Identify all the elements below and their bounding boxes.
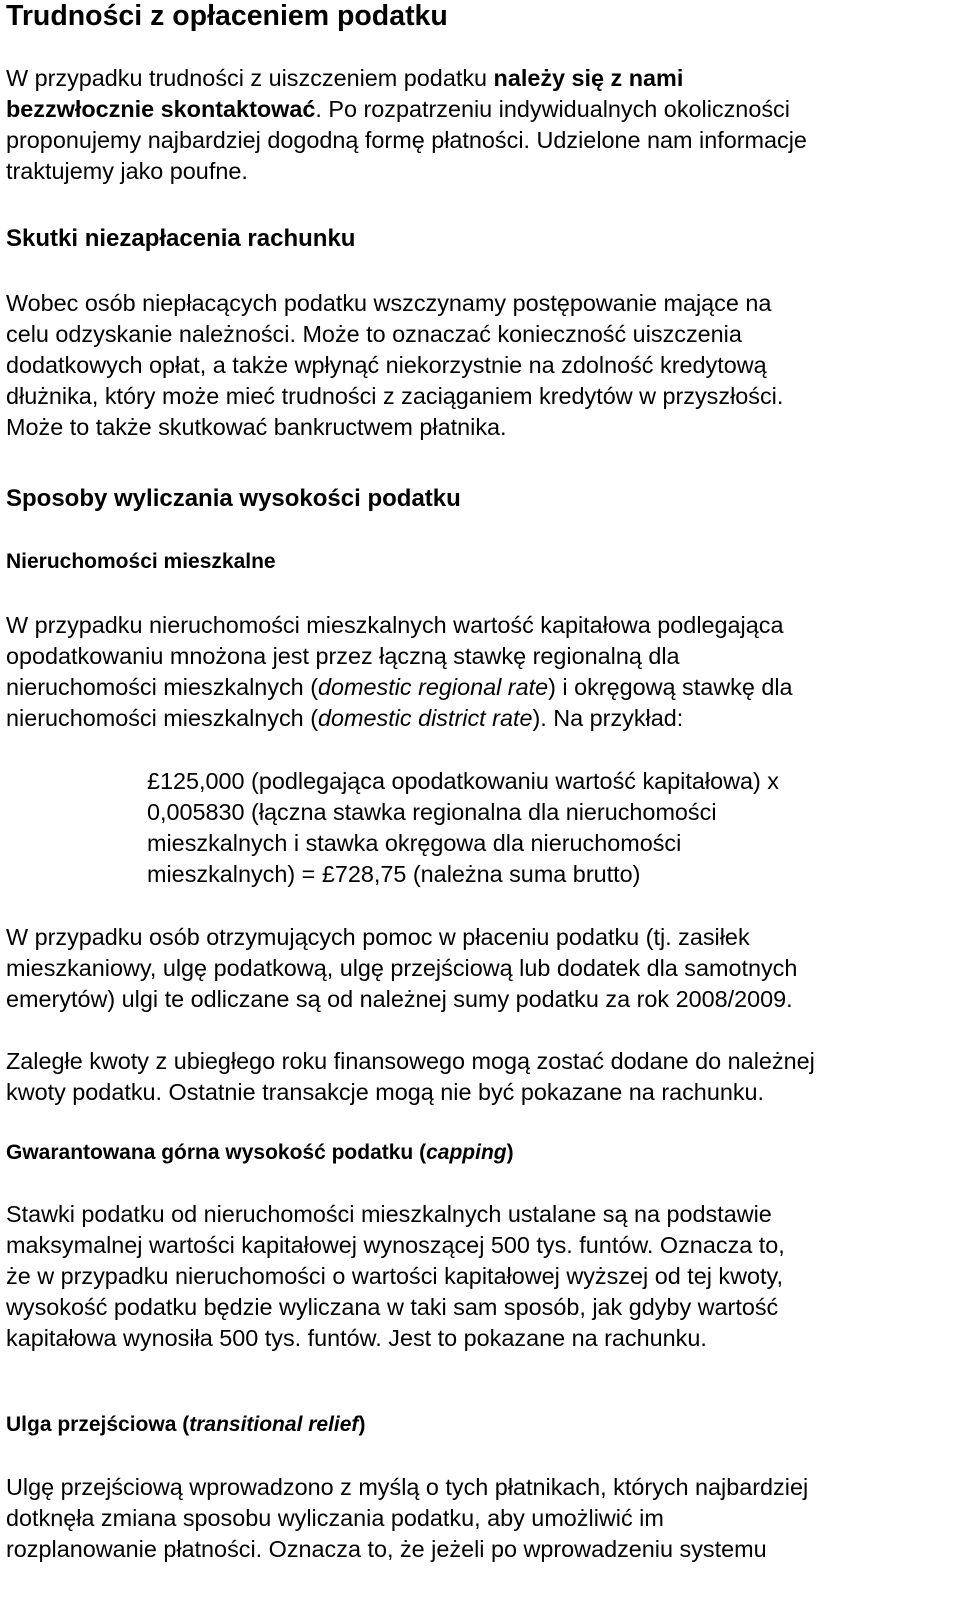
text-line	[6, 672, 793, 703]
text-line: Stawki podatku od nieruchomości mieszkalnych ustalane są na podstawie	[6, 1201, 772, 1227]
text-line: że w przypadku nieruchomości o wartości kapitałowej wyższej od tej kwoty,	[6, 1263, 783, 1289]
text-line: dodatkowych opłat, a także wpłynąć niekorzystnie na zdolność kredytową	[6, 352, 767, 378]
text-line: proponujemy najbardziej dogodną formę płatności. Udzielone nam informacje	[6, 127, 807, 153]
text-line: opodatkowaniu mnożona jest przez łączną stawkę regionalną dla	[6, 643, 680, 669]
text-line	[6, 63, 807, 94]
heading-non-payment-consequences: Skutki niezapłacenia rachunku	[6, 225, 356, 252]
paragraph-capping	[6, 1199, 785, 1354]
text-line: W przypadku nieruchomości mieszkalnych wartość kapitałowa podlegająca	[6, 612, 784, 638]
text-line: dotknęła zmiana sposobu wyliczania podatku, aby umożliwić im	[6, 1505, 664, 1531]
heading-tax-calculation: Sposoby wyliczania wysokości podatku	[6, 485, 461, 512]
text-line: Wobec osób niepłacących podatku wszczynamy postępowanie mające na	[6, 290, 772, 316]
text-line: dłużnika, który może mieć trudności z zaciąganiem kredytów w przyszłości.	[6, 383, 784, 409]
text-line: W przypadku osób otrzymujących pomoc w płaceniu podatku (tj. zasiłek	[6, 924, 750, 950]
text-line: 0,005830 (łączna stawka regionalna dla nieruchomości	[147, 799, 717, 825]
text-line: kwoty podatku. Ostatnie transakcje mogą nie być pokazane na rachunku.	[6, 1079, 765, 1105]
text-line: rozplanowanie płatności. Oznacza to, że jeżeli po wprowadzeniu systemu	[6, 1536, 767, 1562]
paragraph-relief-deductions	[6, 922, 797, 1015]
text-run: nieruchomości mieszkalnych (	[6, 705, 318, 731]
text-run: nieruchomości mieszkalnych (	[6, 674, 318, 700]
heading-transitional-relief	[6, 1411, 365, 1439]
heading-capping	[6, 1139, 514, 1167]
paragraph-payment-difficulties	[6, 63, 807, 187]
text-line: mieszkalnych) = £728,75 (należna suma brutto)	[147, 861, 641, 887]
paragraph-residential-calculation	[6, 610, 793, 734]
text-line: £125,000 (podlegająca opodatkowaniu wartość kapitałowa) x	[147, 768, 779, 794]
text-run: ). Na przykład:	[532, 705, 684, 731]
paragraph-transitional-relief	[6, 1472, 808, 1565]
paragraph-non-payment-consequences	[6, 288, 783, 443]
text-line: emerytów) ulgi te odliczane są od należnej sumy podatku za rok 2008/2009.	[6, 986, 793, 1012]
italic-text-run: transitional relief	[189, 1413, 359, 1436]
text-line: maksymalnej wartości kapitałowej wynoszącej 500 tys. funtów. Oznacza to,	[6, 1232, 785, 1258]
italic-text-run: domestic district rate	[317, 705, 533, 731]
italic-text-run: capping	[426, 1141, 507, 1164]
text-line: Zaległe kwoty z ubiegłego roku finansowego mogą zostać dodane do należnej	[6, 1048, 815, 1074]
paragraph-arrears	[6, 1046, 815, 1108]
text-line: traktujemy jako poufne.	[6, 158, 248, 184]
text-line: wysokość podatku będzie wyliczana w taki sam sposób, jak gdyby wartość	[6, 1294, 779, 1320]
text-line: Może to także skutkować bankructwem płatnika.	[6, 414, 507, 440]
text-run: ) i okręgową stawkę dla	[548, 674, 793, 700]
heading-payment-difficulties: Trudności z opłaceniem podatku	[6, 0, 448, 32]
text-line: mieszkalnych i stawka okręgowa dla nieruchomości	[147, 830, 682, 856]
text-run: )	[506, 1141, 514, 1164]
text-line: celu odzyskanie należności. Może to oznaczać konieczność uiszczenia	[6, 321, 742, 347]
text-line	[6, 703, 793, 734]
text-line: mieszkaniowy, ulgę podatkową, ulgę przejściową lub dodatek dla samotnych	[6, 955, 798, 981]
text-line: Ulgę przejściową wprowadzono z myślą o tych płatnikach, których najbardziej	[6, 1474, 809, 1500]
bold-text-run: bezzwłocznie skontaktować	[6, 96, 316, 122]
calculation-example	[147, 766, 779, 890]
italic-text-run: domestic regional rate	[317, 674, 549, 700]
text-run: Gwarantowana górna wysokość podatku (	[6, 1141, 427, 1164]
text-run: Ulga przejściowa (	[6, 1413, 190, 1436]
text-run: . Po rozpatrzeniu indywidualnych okoliczności	[315, 96, 790, 122]
subheading-residential-property: Nieruchomości mieszkalne	[6, 550, 276, 573]
text-run: )	[358, 1413, 366, 1436]
bold-text-run: należy się z nami	[493, 65, 684, 91]
text-line: kapitałowa wynosiła 500 tys. funtów. Jest to pokazane na rachunku.	[6, 1325, 707, 1351]
text-line	[6, 94, 807, 125]
text-run: W przypadku trudności z uiszczeniem podatku	[6, 65, 494, 91]
